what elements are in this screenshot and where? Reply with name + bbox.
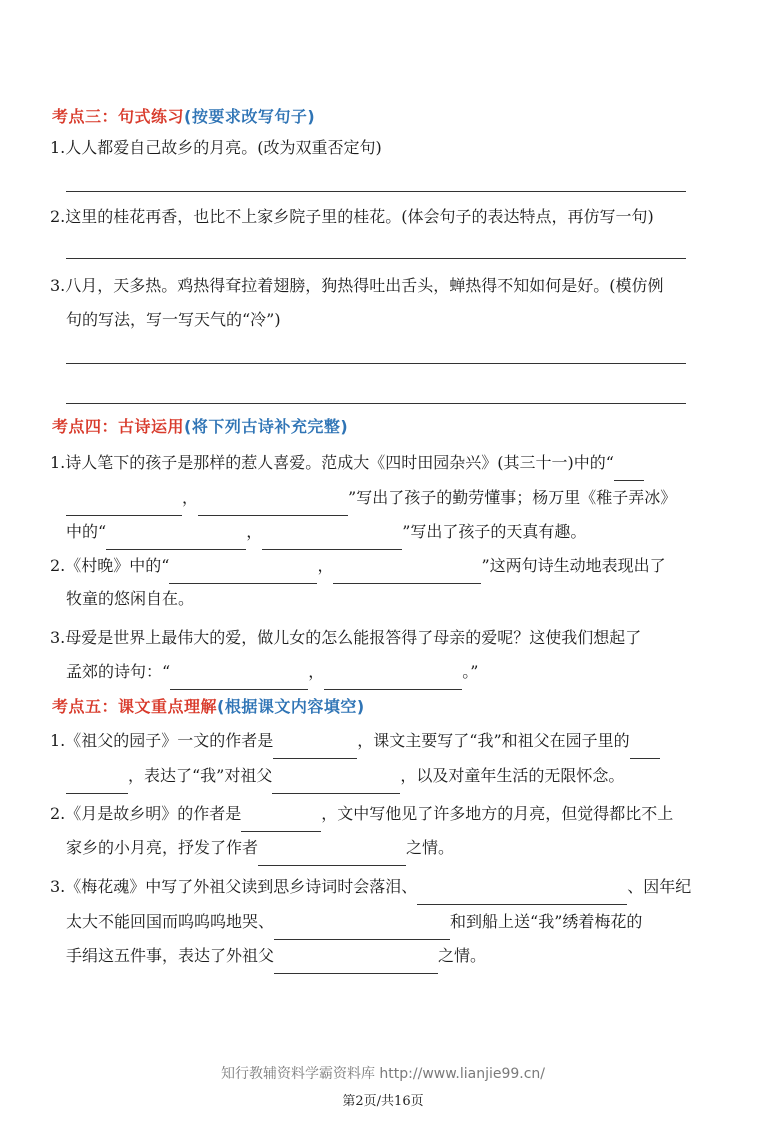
s5-q3-blank-3[interactable] (274, 953, 438, 974)
section5-note: (根据课文内容填空) (217, 697, 365, 716)
section4-note: (将下列古诗补充完整) (184, 417, 349, 436)
s3-answer-line-4[interactable] (66, 403, 686, 404)
s5-question-2a (50, 796, 690, 832)
s5-q1-blank-2[interactable] (630, 738, 660, 759)
section3-label: 考点三：句式练习 (52, 107, 185, 126)
s5-q3-blank-2[interactable] (274, 919, 450, 940)
s4-q3-blank-2[interactable] (324, 669, 462, 690)
s4-q1c-start: 中的“ (66, 522, 107, 541)
s3-answer-line-3[interactable] (66, 363, 686, 364)
section3-title (52, 104, 315, 127)
s4-question-2a (50, 548, 690, 584)
s5-question-3b (66, 904, 706, 940)
s5-q3-blank-1[interactable] (417, 884, 627, 905)
s5-q2-blank-2[interactable] (258, 845, 406, 866)
s4-q1c-end: ”写出了孩子的天真有趣。 (402, 522, 587, 541)
s4-q3-blank-1[interactable] (170, 669, 308, 690)
s4-q3b-start: 孟郊的诗句：“ (66, 662, 171, 681)
s4-q3b-sep: ， (308, 662, 325, 681)
s3-answer-line-2[interactable] (66, 258, 686, 259)
s5-q1a-mid: ，课文主要写了“我”和祖父在园子里的 (357, 731, 630, 750)
s4-q1b-sep: ， (182, 488, 199, 507)
s5-q1b-end: ，以及对童年生活的无限怀念。 (400, 766, 625, 785)
s5-q2-blank-1[interactable] (241, 811, 321, 832)
s4-question-3a: 3.母爱是世界上最伟大的爱，做儿女的怎么能报答得了母亲的爱呢？这使我们想起了 (50, 628, 642, 647)
section3-note: (按要求改写句子) (184, 107, 316, 126)
s5-q1-blank-4[interactable] (272, 773, 400, 794)
s4-q1-blank-1[interactable] (614, 460, 644, 481)
s5-question-2b (66, 830, 706, 866)
footer-page-number: 第2页/共16页 (342, 1094, 424, 1109)
s4-question-1a (50, 445, 690, 481)
s4-q1a-text: 1.诗人笔下的孩子是那样的惹人喜爱。范成大《四时田园杂兴》(其三十一)中的“ (50, 453, 614, 472)
section4-title (52, 414, 348, 437)
s4-q1b-end: ”写出了孩子的勤劳懂事；杨万里《稚子弄冰》 (348, 488, 677, 507)
s4-question-3b (66, 654, 706, 690)
s4-q1-blank-2[interactable] (66, 495, 182, 516)
s3-question-1: 1.人人都爱自己故乡的月亮。(改为双重否定句) (50, 138, 382, 157)
s5-question-1b (66, 758, 706, 794)
s5-q2b-start: 家乡的小月亮，抒发了作者 (66, 838, 259, 857)
s4-question-1c (66, 514, 706, 550)
s5-q1-blank-3[interactable] (66, 773, 128, 794)
s4-q1-blank-5[interactable] (262, 529, 402, 550)
s3-question-3a: 3.八月，天多热。鸡热得耷拉着翅膀，狗热得吐出舌头，蝉热得不知如何是好。(模仿例 (50, 276, 664, 295)
s5-q1b-mid: ，表达了“我”对祖父 (128, 766, 273, 785)
s5-q2b-end: 之情。 (406, 838, 455, 857)
s5-q3c-start: 手绢这五件事，表达了外祖父 (66, 946, 275, 965)
s4-q1-blank-3[interactable] (198, 495, 348, 516)
s4-q1c-sep: ， (246, 522, 263, 541)
s3-answer-line-1[interactable] (66, 191, 686, 192)
s5-q3a-end: 、因年纪 (627, 877, 692, 896)
s3-question-2: 2.这里的桂花再香，也比不上家乡院子里的桂花。(体会句子的表达特点，再仿写一句) (50, 207, 654, 226)
section4-label: 考点四：古诗运用 (52, 417, 185, 436)
section5-label: 考点五：课文重点理解 (52, 697, 218, 716)
s5-q3b-start: 太大不能回国而呜呜呜地哭、 (66, 912, 275, 931)
s5-q2a-end: ，文中写他见了许多地方的月亮，但觉得都比不上 (321, 804, 674, 823)
s4-q2a-sep: ， (317, 556, 334, 575)
s4-q2a-start: 2.《村晚》中的“ (50, 556, 170, 575)
s3-question-3b: 句的写法，写一写天气的“冷”) (66, 310, 281, 329)
footer-website: 知行教辅资料学霸资料库 http://www.lianjie99.cn/ (220, 1066, 546, 1082)
section5-title (52, 694, 365, 717)
s5-question-3a (50, 869, 690, 905)
s4-q3b-end: 。” (462, 662, 479, 681)
s5-question-1a (50, 723, 690, 759)
s5-q1-blank-1[interactable] (273, 738, 357, 759)
s4-q2a-end: ”这两句诗生动地表现出了 (481, 556, 666, 575)
s4-question-2b: 牧童的悠闲自在。 (66, 589, 195, 608)
s4-q1-blank-4[interactable] (106, 529, 246, 550)
s5-q2a-start: 2.《月是故乡明》的作者是 (50, 804, 242, 823)
s5-q3c-end: 之情。 (438, 946, 487, 965)
s5-q3a-start: 3.《梅花魂》中写了外祖父读到思乡诗词时会落泪、 (50, 877, 418, 896)
s5-q3b-end: 和到船上送“我”绣着梅花的 (450, 912, 643, 931)
s4-question-1b (66, 480, 706, 516)
s5-question-3c (66, 938, 706, 974)
s5-q1a-start: 1.《祖父的园子》一文的作者是 (50, 731, 274, 750)
